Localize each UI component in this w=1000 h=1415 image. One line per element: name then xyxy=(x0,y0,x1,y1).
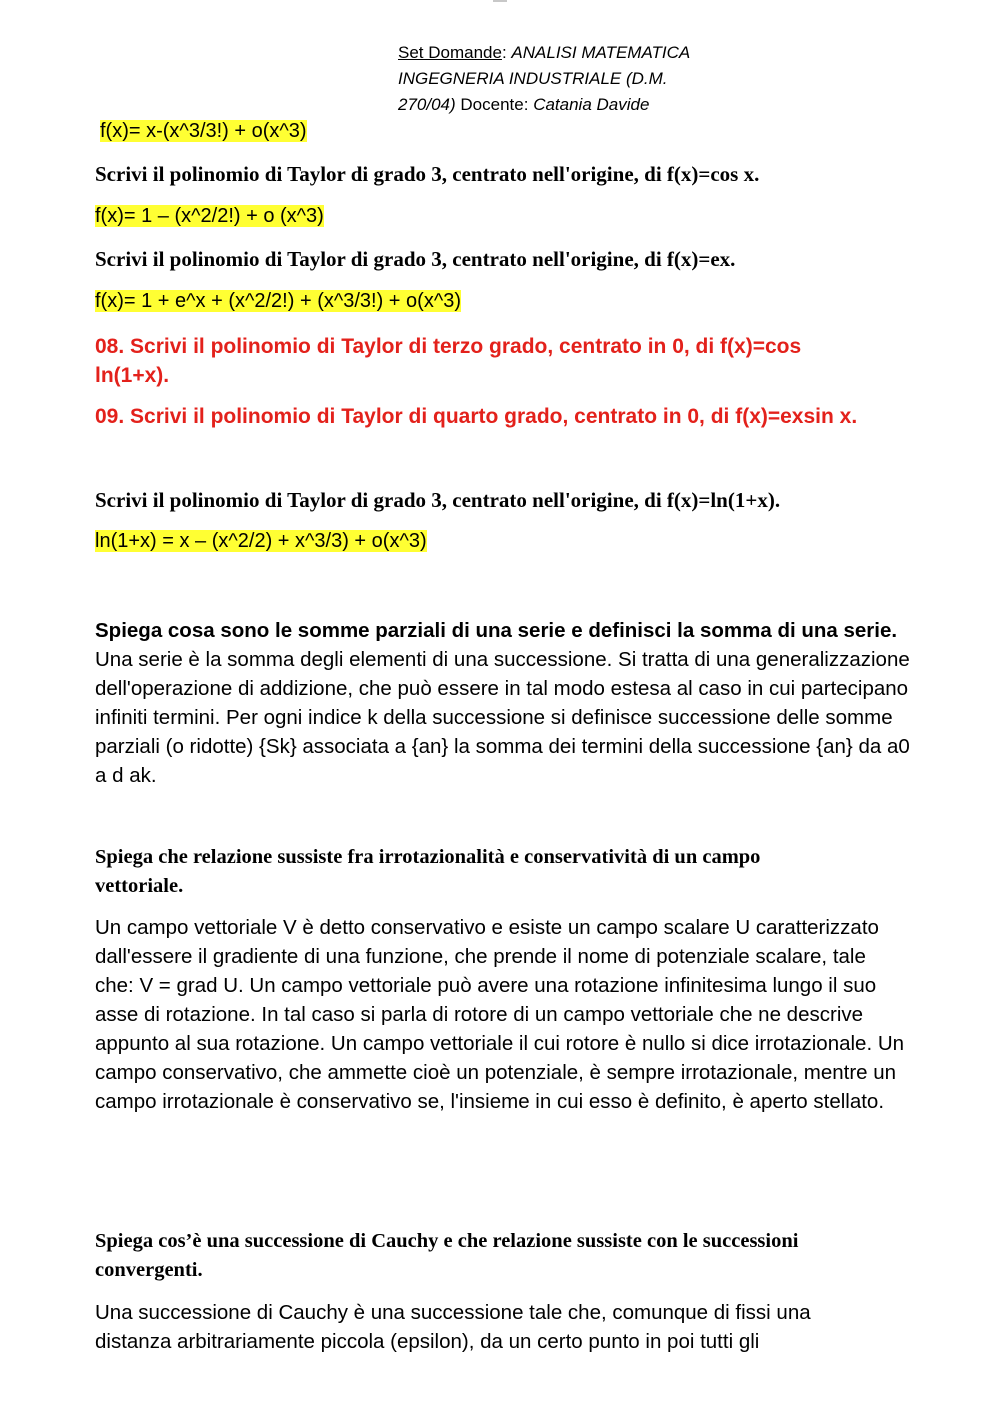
field-question-line2: vettoriale. xyxy=(95,875,184,897)
course-line2: INGEGNERIA INDUSTRIALE (D.M. xyxy=(398,69,668,88)
question-taylor-exp: Scrivi il polinomio di Taylor di grado 3, centrato nell'origine, di f(x)=ex. xyxy=(95,247,736,271)
colon: : xyxy=(501,43,507,62)
cauchy-question xyxy=(95,1227,798,1285)
docente-label: Docente: xyxy=(460,95,529,114)
course-header xyxy=(398,40,690,118)
question-08 xyxy=(95,332,801,390)
answer-cos: f(x)= 1 – (x^2/2!) + o (x^3) xyxy=(95,205,324,227)
question-taylor-ln: Scrivi il polinomio di Taylor di grado 3, centrato nell'origine, di f(x)=ln(1+x). xyxy=(95,488,781,512)
answer-sin: f(x)= x-(x^3/3!) + o(x^3) xyxy=(100,120,307,142)
question-08-line2: ln(1+x). xyxy=(95,364,170,387)
question-taylor-cos: Scrivi il polinomio di Taylor di grado 3, centrato nell'origine, di f(x)=cos x. xyxy=(95,162,760,186)
cauchy-answer: Una successione di Cauchy è una successione tale che, comunque di fissi una distanza arbitrariamente piccola (epsilon), da un certo punto in poi tutti gli xyxy=(95,1301,811,1353)
cauchy-question-line2: convergenti. xyxy=(95,1259,203,1281)
question-08-line1: 08. Scrivi il polinomio di Taylor di terzo grado, centrato in 0, di f(x)=cos xyxy=(95,335,802,358)
answer-exp: f(x)= 1 + e^x + (x^2/2!) + (x^3/3!) + o(x^3) xyxy=(95,290,461,312)
field-answer: Un campo vettoriale V è detto conservativo e esiste un campo scalare U caratterizzato dall'essere il gradiente di una funzione, che prende il nome di potenziale scalare, tale che: V = grad U. Un campo vettoriale può avere una rotazione infinitesima lungo il suo asse di rotazione. In tal caso si parla di rotore di un campo vettoriale che ne descrive appunto al sua rotazione. Un campo vettoriale il cui rotore è nullo si dice irrotazionale. Un campo conservativo, che ammette cioè un potenziale, è sempre irrotazionale, mentre un campo irrotazionale è conservativo se, l'insieme in cui esso è definito, è aperto stellato. xyxy=(95,916,905,1113)
series-section xyxy=(95,616,910,790)
question-09: 09. Scrivi il polinomio di Taylor di quarto grado, centrato in 0, di f(x)=exsin x. xyxy=(95,405,858,428)
set-domande-label: Set Domande xyxy=(398,43,502,62)
docente-name: Catania Davide xyxy=(533,95,650,114)
field-question-line1: Spiega che relazione sussiste fra irrotazionalità e conservatività di un campo xyxy=(95,846,761,868)
answer-ln: ln(1+x) = x – (x^2/2) + x^3/3) + o(x^3) xyxy=(95,530,427,552)
series-question: Spiega cosa sono le somme parziali di una serie e definisci la somma di una serie. xyxy=(95,619,898,642)
page-top-mark xyxy=(493,0,507,2)
series-answer: Una serie è la somma degli elementi di una successione. Si tratta di una generalizzazione dell'operazione di addizione, che può essere in tal modo estesa al caso in cui partecipano infiniti termini. Per ogni indice k della successione si definisce successione delle somme parziali (o ridotte) {Sk} associata a {an} la somma dei termini della successione {an} da a0 a d ak. xyxy=(95,648,910,787)
course-line1: ANALISI MATEMATICA xyxy=(511,43,691,62)
cauchy-question-line1: Spiega cos’è una successione di Cauchy e che relazione sussiste con le successioni xyxy=(95,1230,799,1252)
field-question xyxy=(95,843,760,901)
course-line3: 270/04) xyxy=(398,95,456,114)
